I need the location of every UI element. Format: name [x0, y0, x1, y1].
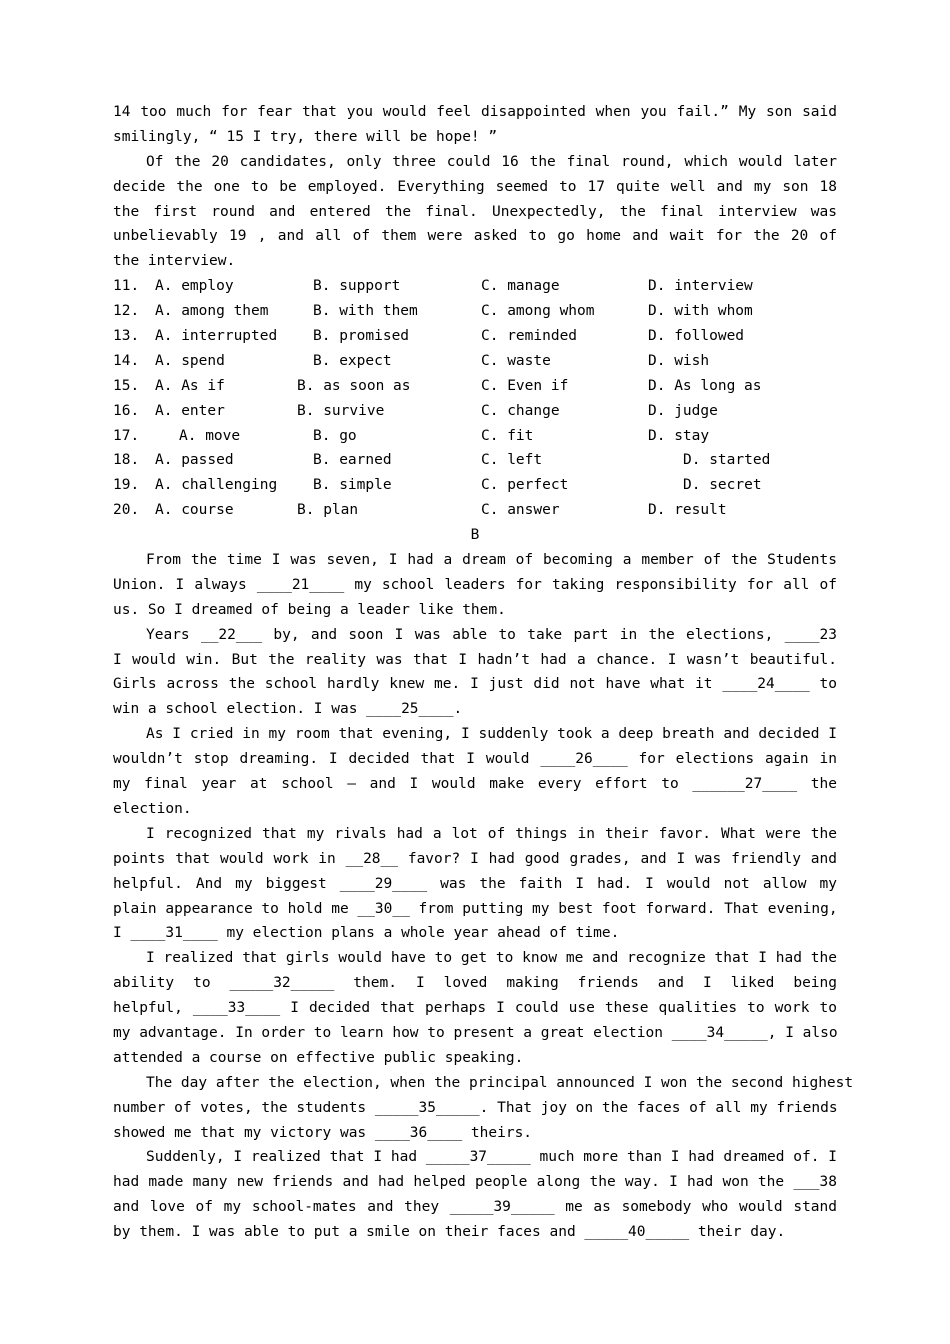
option-b: B. earned	[313, 452, 392, 469]
text-line: Girls across the school hardly knew me. I just did not have what it ____24____ to	[113, 676, 837, 693]
option-a: A. challenging	[155, 477, 278, 494]
option-a: A. enter	[155, 402, 225, 419]
option-d: D. result	[648, 502, 727, 519]
text-line: I ____31____ my election plans a whole year ahead of time.	[113, 925, 620, 942]
option-b: B. promised	[313, 328, 410, 345]
option-a: A. move	[179, 427, 241, 444]
question-number: 14.	[113, 352, 140, 369]
option-b: B. simple	[313, 477, 392, 494]
option-b: B. go	[313, 427, 357, 444]
option-a: A. interrupted	[155, 328, 278, 345]
question-number: 17.	[113, 427, 140, 444]
passage-b	[113, 548, 854, 1245]
option-c: C. Even if	[481, 377, 569, 394]
text-line: decide the one to be employed. Everything seemed to 17 quite well and my son 18	[113, 178, 837, 195]
option-row	[113, 274, 837, 299]
option-b: B. with them	[313, 303, 418, 320]
option-c: C. waste	[481, 352, 551, 369]
option-c: C. left	[481, 452, 543, 469]
option-b: B. plan	[297, 502, 359, 519]
option-a: A. among them	[155, 303, 269, 320]
option-a: A. As if	[155, 377, 225, 394]
text-line: I would win. But the reality was that I hadn’t had a chance. I wasn’t beautiful.	[113, 651, 837, 668]
text-line: From the time I was seven, I had a dream of becoming a member of the Students	[146, 552, 837, 569]
passage-a	[113, 100, 837, 274]
text-line: The day after the election, when the principal announced I won the second highest	[146, 1074, 854, 1091]
option-a: A. employ	[155, 278, 234, 295]
option-d: D. secret	[683, 477, 762, 494]
text-line: us. So I dreamed of being a leader like them.	[113, 601, 506, 618]
text-line: As I cried in my room that evening, I suddenly took a deep breath and decided I	[146, 726, 837, 743]
question-number: 13.	[113, 328, 140, 345]
text-line: points that would work in __28__ favor? I had good grades, and I was friendly and	[113, 850, 837, 867]
option-d: D. interview	[648, 278, 753, 295]
option-row	[113, 399, 837, 424]
text-line: plain appearance to hold me __30__ from putting my best foot forward. That evening,	[113, 900, 838, 917]
option-row	[113, 374, 837, 399]
text-line: unbelievably 19 , and all of them were asked to go home and wait for the 20 of	[113, 228, 837, 245]
text-line: my final year at school — and I would make every effort to ______27____ the	[113, 776, 837, 793]
text-line: attended a course on effective public speaking.	[113, 1049, 524, 1066]
text-line: 14 too much for fear that you would feel disappointed when you fail.” My son said	[113, 104, 837, 120]
text-line: smilingly, “ 15 I try, there will be hope! ”	[113, 128, 498, 145]
question-number: 19.	[113, 477, 140, 494]
question-number: 12.	[113, 303, 140, 320]
text-line: my advantage. In order to learn how to present a great election ____34_____, I also	[113, 1024, 838, 1041]
option-c: C. answer	[481, 502, 560, 519]
option-c: C. among whom	[481, 303, 595, 320]
text-line: showed me that my victory was ____36____ theirs.	[113, 1124, 533, 1141]
option-row	[113, 448, 837, 473]
option-row	[113, 324, 837, 349]
option-row	[113, 424, 837, 449]
text-line: helpful, ____33____ I decided that perhaps I could use these qualities to work to	[113, 1000, 837, 1017]
text-line: number of votes, the students _____35_____. That joy on the faces of all my friends	[113, 1099, 838, 1116]
text-line: Union. I always ____21____ my school leaders for taking responsibility for all of	[113, 576, 837, 593]
text-line: the interview.	[113, 253, 236, 270]
option-row	[113, 498, 837, 523]
question-number: 18.	[113, 452, 140, 469]
option-row	[113, 473, 837, 498]
question-number: 15.	[113, 377, 140, 394]
option-b: B. expect	[313, 352, 392, 369]
option-d: D. with whom	[648, 303, 753, 320]
question-number: 11.	[113, 278, 140, 295]
option-d: D. followed	[648, 328, 745, 345]
option-c: C. fit	[481, 427, 534, 444]
question-number: 16.	[113, 402, 140, 419]
text-line: win a school election. I was ____25____.	[113, 701, 463, 718]
text-line: wouldn’t stop dreaming. I decided that I would ____26____ for elections again in	[113, 751, 837, 768]
option-c: C. manage	[481, 278, 560, 295]
option-d: D. judge	[648, 402, 718, 419]
option-row	[113, 299, 837, 324]
text-line: I recognized that my rivals had a lot of things in their favor. What were the	[146, 825, 837, 842]
option-d: D. wish	[648, 352, 710, 369]
text-line: Suddenly, I realized that I had _____37_____ much more than I had dreamed of. I	[146, 1149, 837, 1166]
option-row	[113, 349, 837, 374]
option-d: D. As long as	[648, 377, 762, 394]
options-list	[113, 274, 837, 523]
text-line: Years __22___ by, and soon I was able to take part in the elections, ____23	[146, 626, 837, 643]
option-a: A. spend	[155, 352, 225, 369]
text-line: the first round and entered the final. Unexpectedly, the final interview was	[113, 203, 837, 220]
text-line: election.	[113, 800, 192, 817]
exam-page	[113, 100, 854, 1245]
option-b: B. as soon as	[297, 377, 411, 394]
text-line: helpful. And my biggest ____29____ was the faith I had. I would not allow my	[113, 875, 837, 892]
text-line: had made many new friends and had helped people along the way. I had won the ___38	[113, 1174, 837, 1191]
question-number: 20.	[113, 502, 140, 519]
text-line: by them. I was able to put a smile on their faces and _____40_____ their day.	[113, 1224, 786, 1241]
option-d: D. stay	[648, 427, 710, 444]
text-line: Of the 20 candidates, only three could 16 the final round, which would later	[146, 153, 837, 170]
option-c: C. reminded	[481, 328, 578, 345]
section-b-title: B	[470, 527, 480, 544]
text-line: and love of my school-mates and they _____39_____ me as somebody who would stand	[113, 1199, 837, 1216]
option-c: C. change	[481, 402, 560, 419]
option-b: B. support	[313, 278, 401, 295]
text-line: ability to _____32_____ them. I loved making friends and I liked being	[113, 975, 837, 992]
option-a: A. passed	[155, 452, 234, 469]
option-b: B. survive	[297, 402, 385, 419]
option-c: C. perfect	[481, 477, 569, 494]
text-line: I realized that girls would have to get to know me and recognize that I had the	[146, 950, 837, 967]
option-d: D. started	[683, 452, 771, 469]
option-a: A. course	[155, 502, 234, 519]
